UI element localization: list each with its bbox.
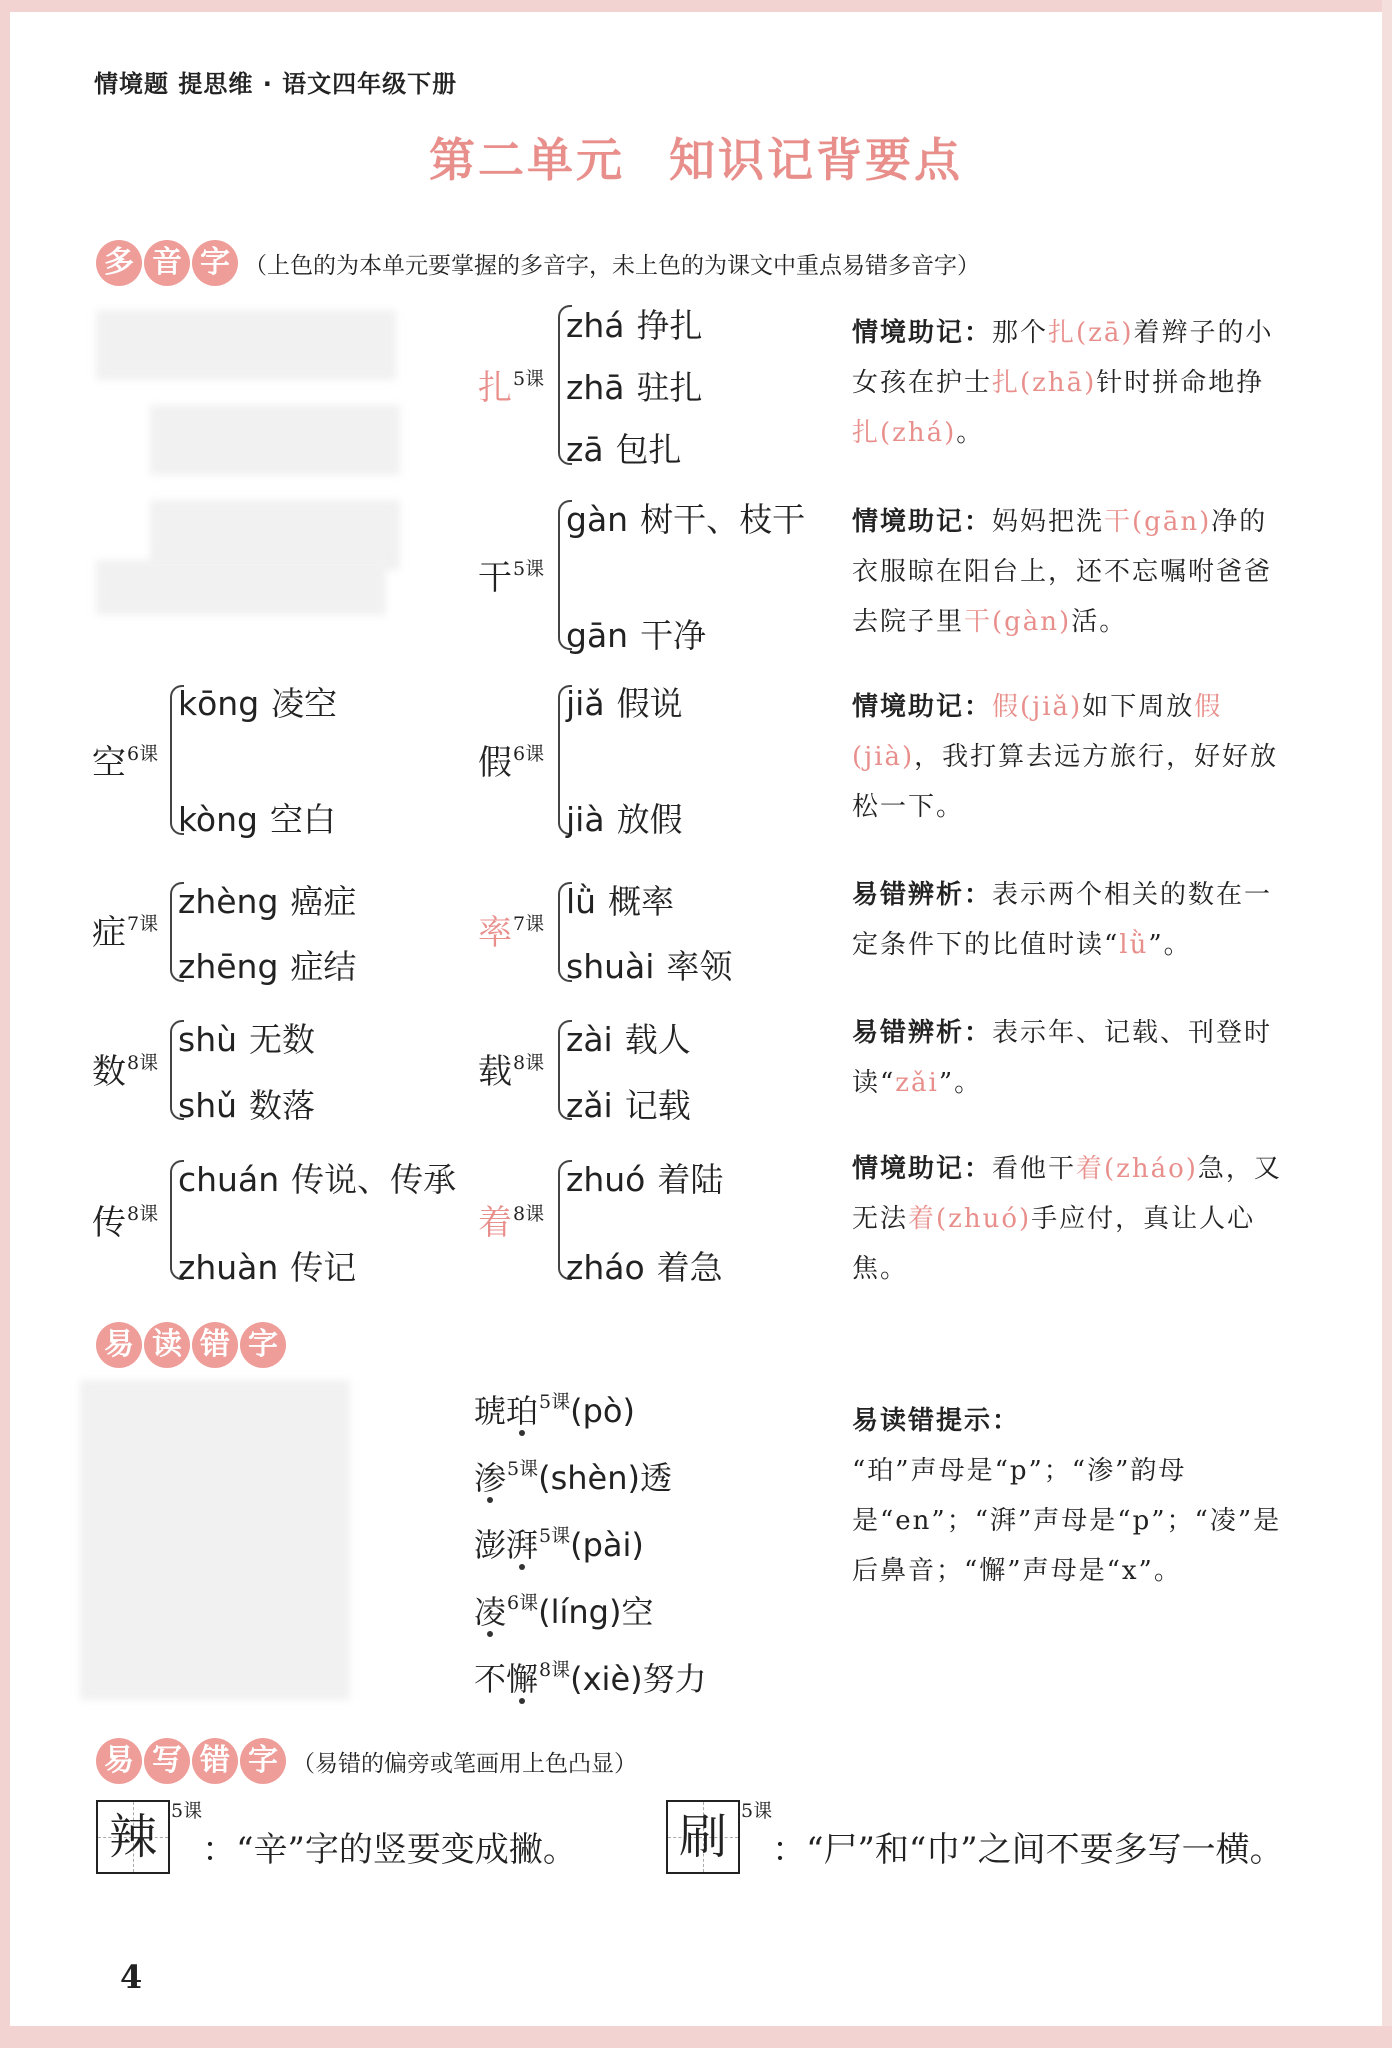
reading-item: zháo 着急	[566, 1248, 723, 1287]
tip-jia: 情境助记：假(jiǎ)如下周放假(jià)，我打算去远方旅行，好好放松一下。	[852, 692, 1279, 822]
polyphone-char: 率7课	[478, 913, 545, 953]
reading-item: gān 干净	[566, 616, 707, 655]
section-pill: 读	[144, 1322, 190, 1368]
misread-item: 澎湃$^{5课}$(pài)	[474, 1525, 644, 1564]
reading-item: shù 无数	[178, 1020, 316, 1059]
reading-item: chuán 传说、传承	[178, 1160, 457, 1199]
page-frame-left	[0, 0, 10, 2048]
miswrite-item: 辣 5课 ：“辛”字的竖要变成撇。	[96, 1800, 577, 1874]
section-pill: 字	[192, 240, 238, 286]
reading-item: zhá 挣扎	[566, 306, 703, 345]
polyphone-char: 症7课	[92, 913, 159, 953]
miswrite-text: ：“辛”字的竖要变成撇。	[202, 1830, 577, 1870]
misread-item: 渗$^{5课}$(shèn)透	[474, 1458, 673, 1497]
misread-list	[474, 1380, 707, 1715]
reading-item: zā 包扎	[566, 430, 682, 469]
topic-title: 知识记背要点	[669, 133, 963, 187]
section-polyphone-header	[96, 240, 980, 286]
tip-zha: 情境助记：那个扎(zā)着辫子的小女孩在护士扎(zhā)针时拼命地挣扎(zhá)。	[852, 318, 1274, 448]
section-pill: 错	[192, 1322, 238, 1368]
reading-item: zhuàn 传记	[178, 1248, 357, 1287]
reading-item: zhèng 癌症	[178, 882, 357, 921]
blurred-area	[96, 310, 396, 380]
section-pill: 易	[96, 1322, 142, 1368]
page-frame-right	[1382, 0, 1392, 2048]
misread-item: 凌$^{6课}$(líng)空	[474, 1592, 654, 1631]
reading-item: zhā 驻扎	[566, 368, 703, 407]
unit-title: 第二单元	[429, 133, 625, 187]
section-miswrite-header	[96, 1738, 637, 1784]
section-pill: 写	[144, 1738, 190, 1784]
section-pill: 多	[96, 240, 142, 286]
reading-item: zhuó 着陆	[566, 1160, 724, 1199]
polyphone-char: 假6课	[478, 743, 545, 783]
tip-lv: 易错辨析：表示两个相关的数在一定条件下的比值时读“lǜ”。	[852, 880, 1273, 960]
section-pill: 错	[192, 1738, 238, 1784]
reading-item: zhēng 症结	[178, 947, 357, 986]
blurred-area	[80, 1380, 350, 1700]
section-note: （上色的为本单元要掌握的多音字，未上色的为课文中重点易错多音字）	[244, 252, 980, 279]
blurred-area	[150, 405, 400, 475]
reading-item: kōng 凌空	[178, 684, 338, 723]
section-pill: 字	[240, 1322, 286, 1368]
writing-grid: 辣	[96, 1800, 170, 1874]
page-title	[0, 124, 1392, 190]
section-pill: 音	[144, 240, 190, 286]
book-title: 情境题 提思维 · 语文四年级下册	[94, 70, 458, 98]
blurred-area	[96, 560, 386, 615]
reading-item: shuài 率领	[566, 947, 733, 986]
misread-tip: 易读错提示： “珀”声母是“p”；“渗”韵母是“en”；“湃”声母是“p”；“凌”是后鼻音；“懈”声母是“x”。	[852, 1406, 1282, 1586]
misread-item: 琥珀$^{5课}$(pò)	[474, 1391, 635, 1430]
reading-item: zǎi 记载	[566, 1086, 691, 1125]
polyphone-char: 传8课	[92, 1203, 159, 1243]
tip-zhuo: 情境助记：看他干着(zháo)急，又无法着(zhuó)手应付，真让人心焦。	[852, 1154, 1282, 1284]
section-pill: 易	[96, 1738, 142, 1784]
section-pill: 字	[240, 1738, 286, 1784]
writing-grid: 刷	[666, 1800, 740, 1874]
page-frame-bottom	[0, 2026, 1392, 2048]
page-number: 4	[120, 1958, 143, 1996]
polyphone-char: 着8课	[478, 1203, 545, 1243]
miswrite-text: ：“尸”和“巾”之间不要多写一横。	[772, 1830, 1284, 1870]
misread-item: 不懈$^{8课}$(xiè)努力	[474, 1659, 707, 1698]
reading-item: zài 载人	[566, 1020, 691, 1059]
polyphone-char: 数8课	[92, 1052, 159, 1092]
tip-gan: 情境助记：妈妈把洗干(gān)净的衣服晾在阳台上，还不忘嘱咐爸爸去院子里干(gàn)活。	[852, 507, 1273, 637]
reading-item: lǜ 概率	[566, 882, 675, 921]
reading-item: shǔ 数落	[178, 1086, 316, 1125]
polyphone-char: 空6课	[92, 743, 159, 783]
reading-item: gàn 树干、枝干	[566, 500, 806, 539]
reading-item: kòng 空白	[178, 800, 336, 839]
section-misread-header	[96, 1322, 288, 1368]
miswrite-item: 刷 5课 ：“尸”和“巾”之间不要多写一横。	[666, 1800, 1284, 1874]
polyphone-char: 扎5课	[478, 368, 545, 408]
polyphone-char: 载8课	[478, 1052, 545, 1092]
reading-item: jiǎ 假说	[566, 684, 683, 723]
polyphone-char: 干5课	[478, 558, 545, 598]
tip-zai: 易错辨析：表示年、记载、刊登时读“zǎi”。	[852, 1018, 1273, 1098]
page-frame-top	[0, 0, 1392, 12]
section-note: （易错的偏旁或笔画用上色凸显）	[292, 1750, 637, 1777]
reading-item: jià 放假	[566, 800, 683, 839]
